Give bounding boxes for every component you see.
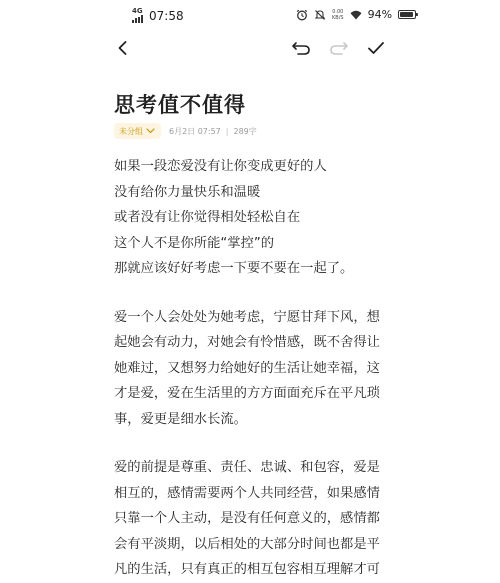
undo-button[interactable] xyxy=(290,37,312,59)
category-dropdown[interactable] xyxy=(114,123,161,139)
back-button[interactable] xyxy=(112,37,134,59)
net-speed-value: 0.00 xyxy=(332,8,344,15)
category-label: 未分组 xyxy=(119,126,143,136)
network-type: 4G xyxy=(132,7,143,15)
word-count: 289字 xyxy=(233,126,257,136)
wifi-icon xyxy=(350,9,362,21)
paragraph xyxy=(114,455,394,583)
note-datetime: 6月2日 07:57 xyxy=(169,126,221,136)
text-line: 事，爱更是细水长流。 xyxy=(114,411,247,427)
alarm-icon xyxy=(296,9,308,21)
text-line: 如果一段恋爱没有让你变成更好的人 xyxy=(114,159,327,174)
text-line: 爱的前提是尊重、责任、忠诚、和包容，爱是 xyxy=(114,460,380,475)
toolbar xyxy=(0,34,500,62)
status-right xyxy=(296,8,416,21)
mute-icon xyxy=(314,9,326,21)
meta-separator: | xyxy=(225,126,229,136)
text-line: 相互的，感情需要两个人共同经营，如果感情 xyxy=(114,485,380,501)
text-line: 才是爱，爱在生活里的方方面面充斥在平凡琐 xyxy=(114,386,380,401)
text-line: 凡的生活，只有真正的相互包容相互理解才可 xyxy=(114,562,380,577)
text-line: 起她会有动力，对她会有怜惜感，既不舍得让 xyxy=(114,335,380,350)
status-bar xyxy=(0,0,500,34)
text-line: 她难过，又想努力给她好的生活让她幸福，这 xyxy=(114,360,380,376)
text-line: 或者没有让你觉得相处轻松自在 xyxy=(114,210,301,225)
chevron-left-icon xyxy=(115,40,131,56)
check-icon xyxy=(367,40,385,56)
battery-fill xyxy=(400,12,413,17)
paragraph xyxy=(114,154,394,282)
net-speed xyxy=(332,9,344,21)
status-left xyxy=(132,8,184,23)
text-line: 这个人不是你所能“掌控”的 xyxy=(114,235,275,251)
paragraph xyxy=(114,305,394,433)
undo-icon xyxy=(291,40,311,56)
done-button[interactable] xyxy=(365,37,387,59)
text-line: 只靠一个人主动，是没有任何意义的，感情都 xyxy=(114,511,380,526)
paragraph-gap xyxy=(114,432,394,455)
status-time: 07:58 xyxy=(149,8,184,23)
network-indicator xyxy=(132,8,143,23)
text-line: 那就应该好好考虑一下要不要在一起了。 xyxy=(114,261,354,276)
note-title[interactable]: 思考值不值得 xyxy=(114,93,246,117)
battery-percent: 94% xyxy=(367,8,393,21)
text-line: 爱一个人会处处为她考虑，宁愿甘拜下风，想 xyxy=(114,309,380,325)
text-line: 会有平淡期，以后相处的大部分时间也都是平 xyxy=(114,536,380,552)
battery-icon xyxy=(398,10,416,19)
note-meta xyxy=(114,122,257,140)
paragraph-gap xyxy=(114,282,394,305)
note-body[interactable] xyxy=(114,154,394,583)
redo-icon xyxy=(329,40,349,56)
redo-button[interactable] xyxy=(328,37,350,59)
chevron-down-icon xyxy=(146,128,155,134)
signal-icon xyxy=(132,15,143,23)
net-speed-unit: KB/S xyxy=(332,14,344,21)
text-line: 没有给你力量快乐和温暖 xyxy=(114,184,261,200)
